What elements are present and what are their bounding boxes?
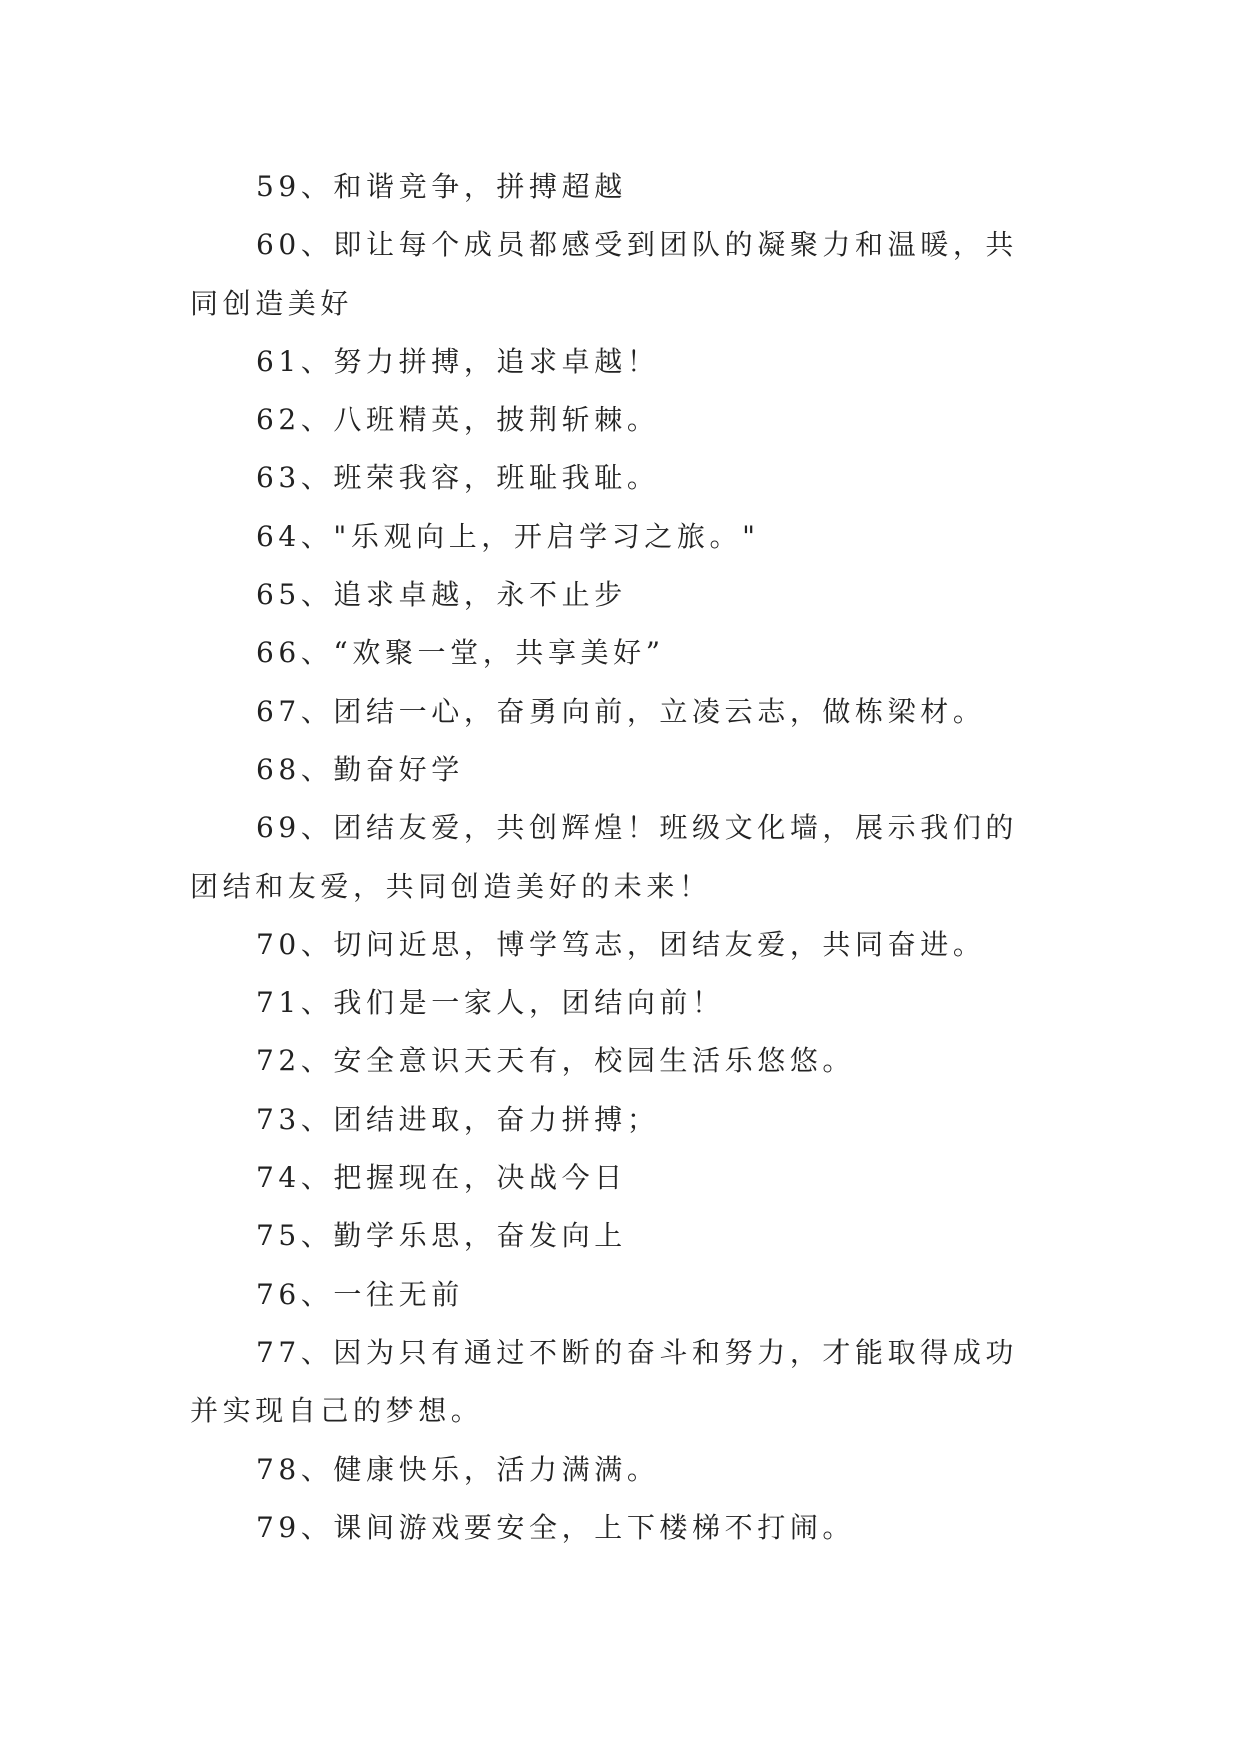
list-item: 66、“欢聚一堂，共享美好” bbox=[256, 636, 665, 670]
list-item: 76、一往无前 bbox=[256, 1277, 464, 1311]
list-item: 72、安全意识天天有，校园生活乐悠悠。 bbox=[256, 1044, 856, 1078]
list-item: 77、因为只有通过不断的奋斗和努力，才能取得成功并实现自己的梦想。 bbox=[190, 1335, 1019, 1428]
list-item: 71、我们是一家人，团结向前！ bbox=[256, 986, 725, 1020]
list-item: 69、团结友爱，共创辉煌！班级文化墙，展示我们的团结和友爱，共同创造美好的未来！ bbox=[190, 811, 1019, 903]
list-item: 59、和谐竞争，拼搏超越 bbox=[256, 170, 627, 203]
list-item: 75、勤学乐思，奋发向上 bbox=[256, 1219, 627, 1253]
list-item: 67、团结一心，奋勇向前，立凌云志，做栋梁材。 bbox=[256, 694, 986, 728]
list-item: 78、健康快乐，活力满满。 bbox=[256, 1452, 660, 1486]
list-item: 64、"乐观向上，开启学习之旅。" bbox=[256, 519, 760, 553]
list-item: 60、即让每个成员都感受到团队的凝聚力和温暖，共同创造美好 bbox=[190, 228, 1019, 320]
document-body bbox=[190, 158, 1050, 1557]
list-item: 73、团结进取，奋力拼搏； bbox=[256, 1102, 660, 1136]
list-item: 63、班荣我容，班耻我耻。 bbox=[256, 461, 660, 495]
list-item: 70、切问近思，博学笃志，团结友爱，共同奋进。 bbox=[256, 927, 986, 961]
list-item: 62、八班精英，披荆斩棘。 bbox=[256, 403, 660, 437]
list-item: 61、努力拼搏，追求卓越！ bbox=[256, 344, 660, 378]
list-item: 68、勤奋好学 bbox=[256, 752, 464, 786]
list-item: 65、追求卓越，永不止步 bbox=[256, 578, 627, 612]
list-item: 74、把握现在，决战今日 bbox=[256, 1161, 627, 1195]
list-item: 79、课间游戏要安全，上下楼梯不打闹。 bbox=[256, 1510, 856, 1544]
